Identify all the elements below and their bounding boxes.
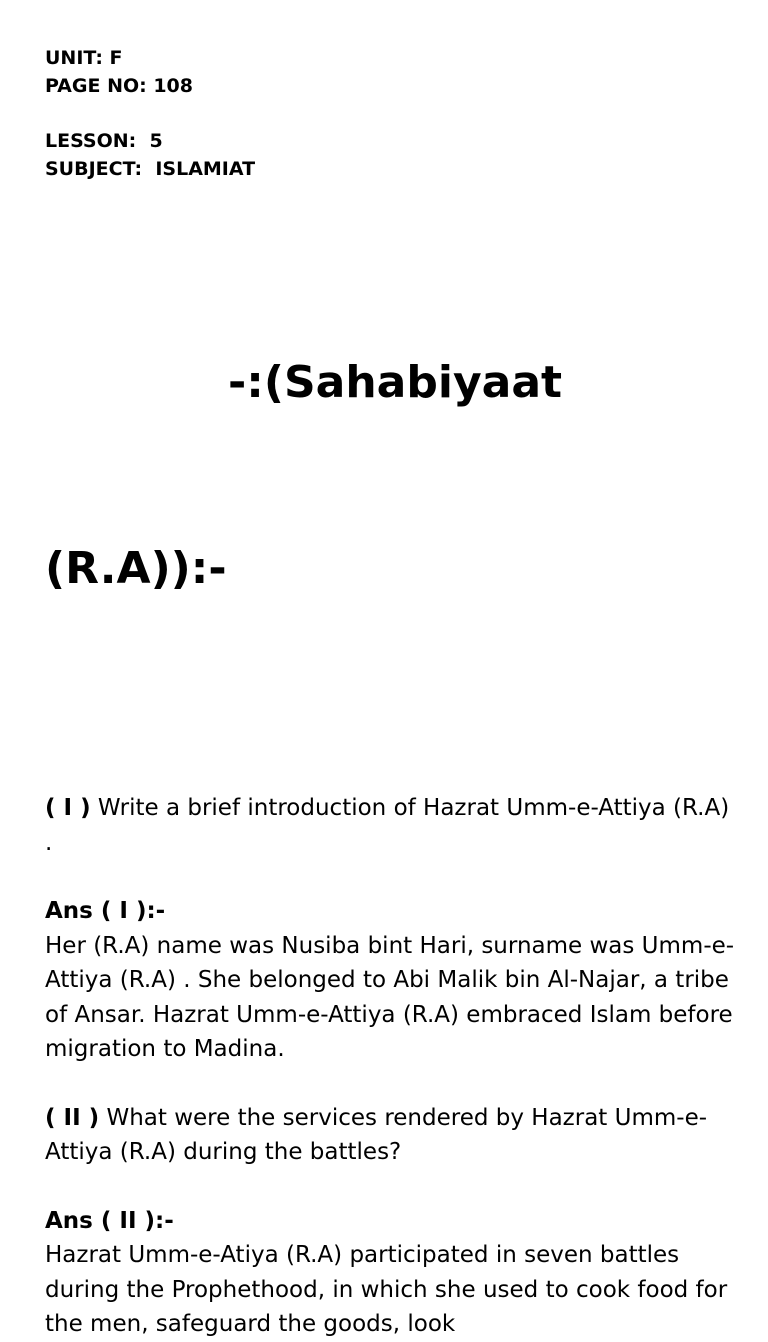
page-title <box>45 228 735 724</box>
question-block <box>45 791 735 860</box>
question-number: ( I ) <box>45 795 91 821</box>
page-title-line-2: (R.A)):- <box>45 543 227 594</box>
question-text: What were the services rendered by Hazrat Umm-e-Attiya (R.A) during the battles? <box>45 1104 708 1165</box>
document-header <box>45 44 735 183</box>
answer-text: Hazrat Umm-e-Atiya (R.A) participated in seven battles during the Prophethood, in which she used to cook food for the men, safeguard the goods, look <box>45 1242 728 1337</box>
question-text: Write a brief introduction of Hazrat Umm-e-Attiya (R.A) . <box>45 795 730 856</box>
document-body <box>45 44 735 1342</box>
page-title-line-1: -:(Sahabiyaat <box>228 357 563 408</box>
subject-label: SUBJECT: ISLAMIAT <box>45 158 256 180</box>
unit-label: UNIT: F <box>45 47 123 69</box>
header-spacer <box>45 100 735 127</box>
question-block <box>45 1101 735 1170</box>
answer-text: Her (R.A) name was Nusiba bint Hari, surname was Umm-e-Attiya (R.A) . She belonged to Abi Malik bin Al-Najar, a tribe of Ansar. Hazrat Umm-e-Attiya (R.A) embraced Islam before migration to Madina. <box>45 932 735 1062</box>
answer-block <box>45 894 735 1067</box>
question-number: ( II ) <box>45 1104 100 1131</box>
answer-heading: Ans ( II ):- <box>45 1207 174 1234</box>
paragraph-spacer <box>45 1067 735 1101</box>
answer-block <box>45 1204 735 1342</box>
lesson-label: LESSON: 5 <box>45 130 163 152</box>
paragraph-spacer <box>45 860 735 894</box>
answer-heading: Ans ( I ):- <box>45 898 166 924</box>
paragraph-spacer <box>45 1170 735 1204</box>
page-number-label: PAGE NO: 108 <box>45 75 194 97</box>
